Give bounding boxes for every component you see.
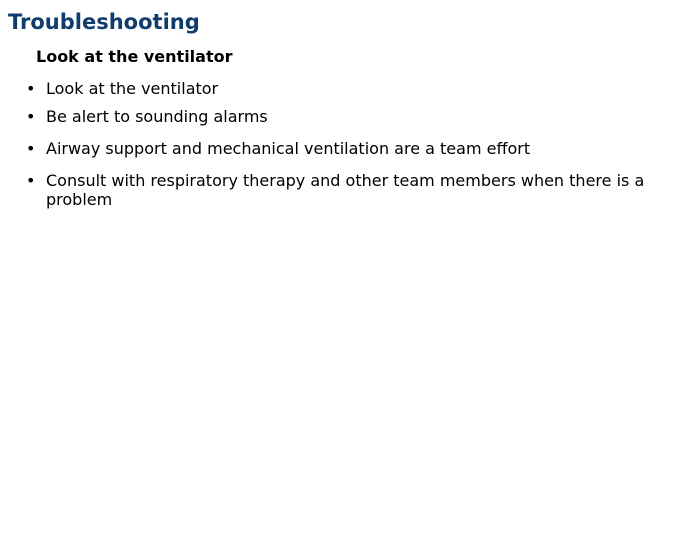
bullet-text: Consult with respiratory therapy and other team members when there is a problem bbox=[46, 171, 645, 209]
list-item bbox=[26, 171, 646, 209]
bullet-icon: • bbox=[26, 107, 36, 126]
bullet-text: Be alert to sounding alarms bbox=[46, 107, 268, 126]
bullet-icon: • bbox=[26, 171, 36, 190]
list-item bbox=[26, 79, 646, 98]
section-heading: Look at the ventilator bbox=[36, 47, 233, 66]
bullet-text: Airway support and mechanical ventilation are a team effort bbox=[46, 139, 531, 158]
list-item bbox=[26, 107, 646, 126]
bullet-icon: • bbox=[26, 139, 36, 158]
page-title: Troubleshooting bbox=[8, 10, 200, 34]
bullet-text: Look at the ventilator bbox=[46, 79, 219, 98]
bullet-icon: • bbox=[26, 79, 36, 98]
list-item bbox=[26, 139, 646, 158]
